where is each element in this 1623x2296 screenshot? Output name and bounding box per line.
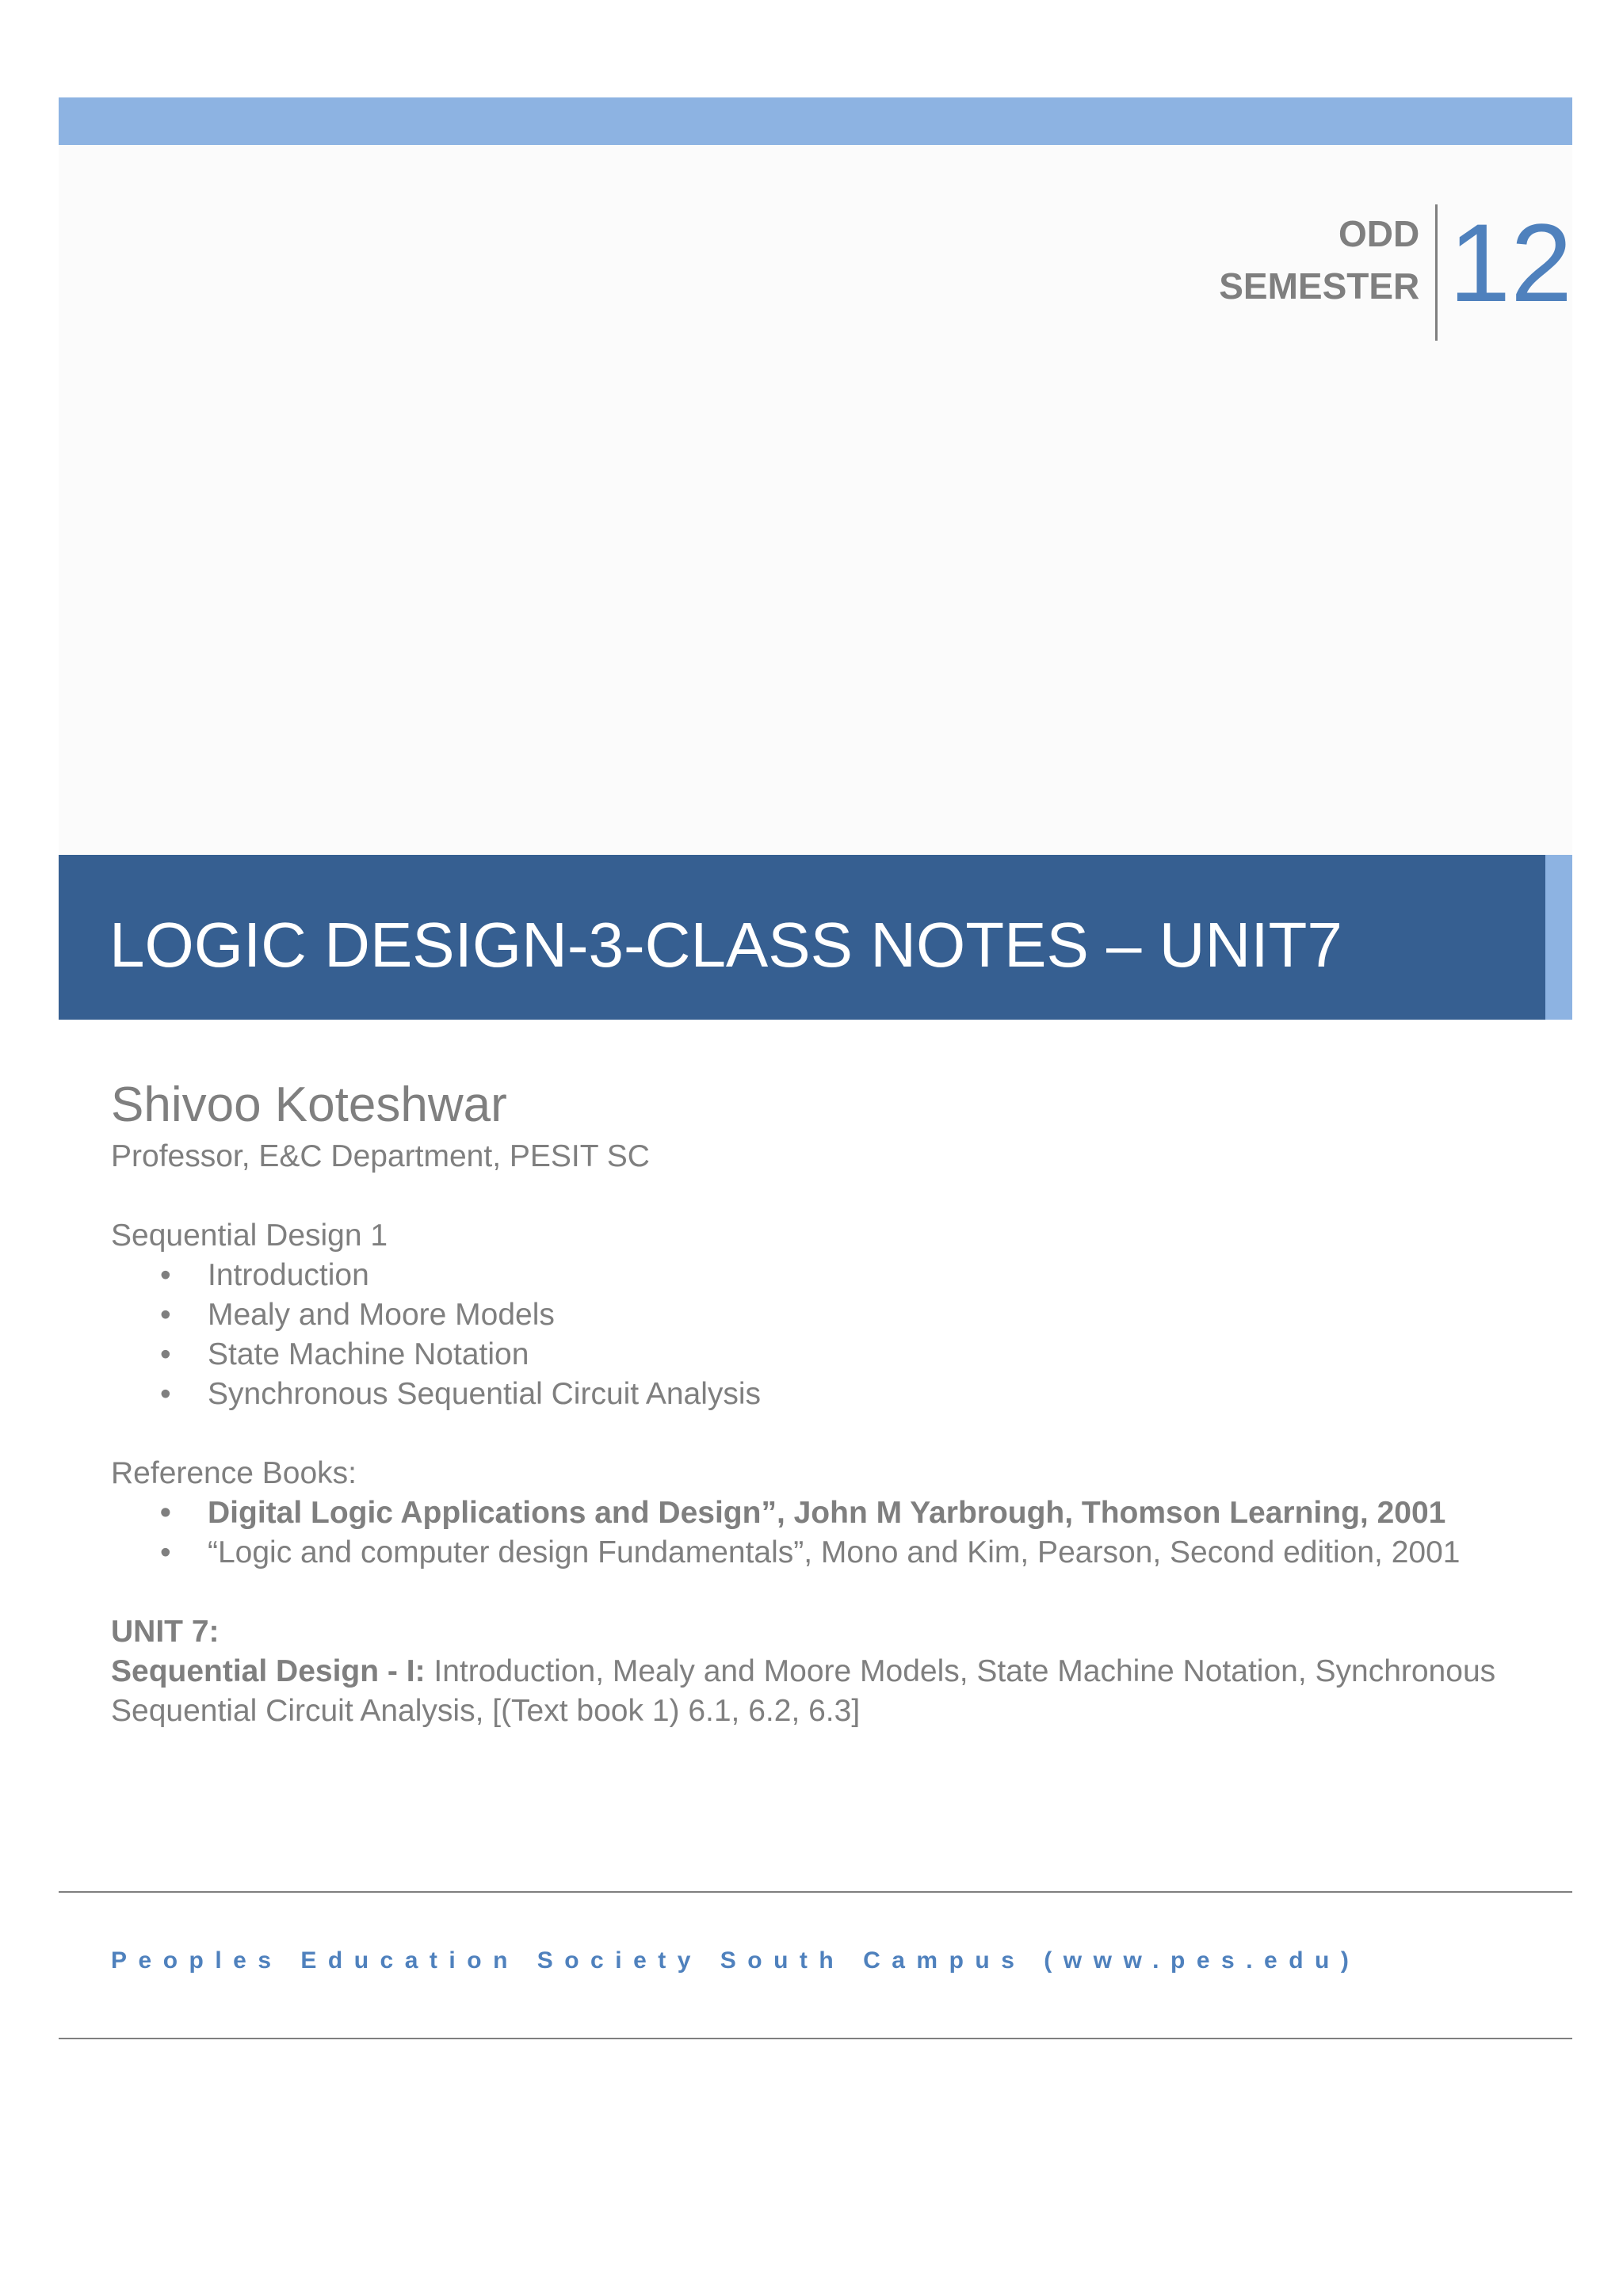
list-item <box>111 1533 1522 1573</box>
list-item-text: Mealy and Moore Models <box>208 1298 555 1332</box>
unit-heading: UNIT 7: <box>111 1615 220 1649</box>
semester-line-2: SEMESTER <box>1219 265 1420 307</box>
author-name: Shivoo Koteshwar <box>111 1077 507 1132</box>
reference-books-heading: Reference Books: <box>111 1456 357 1490</box>
list-item-text: Introduction <box>208 1258 369 1292</box>
spacer <box>111 1573 1522 1612</box>
bullet-icon: • <box>160 1535 171 1569</box>
spacer <box>111 1414 1522 1454</box>
author-position: Professor, E&C Department, PESIT SC <box>111 1139 650 1173</box>
bullet-icon: • <box>160 1298 171 1332</box>
sequential-design-list <box>111 1256 1522 1414</box>
sequential-design-heading: Sequential Design 1 <box>111 1219 388 1253</box>
bullet-icon: • <box>160 1337 171 1371</box>
document-title: LOGIC DESIGN-3-CLASS NOTES – UNIT7 <box>109 910 1342 980</box>
year-number: 12 <box>1449 200 1572 325</box>
semester-label <box>1219 204 1435 312</box>
list-item-text: Digital Logic Applications and Design”, John M Yarbrough, Thomson Learning, 2001 <box>208 1496 1446 1530</box>
main-content <box>111 1074 1522 1731</box>
list-item <box>111 1256 1522 1295</box>
footer-text: Peoples Education Society South Campus (www.pes.edu) <box>111 1947 1361 1974</box>
unit-label: Sequential Design - I: <box>111 1654 426 1688</box>
list-item-text: Synchronous Sequential Circuit Analysis <box>208 1377 762 1411</box>
bullet-icon: • <box>160 1377 171 1411</box>
bullet-icon: • <box>160 1496 171 1530</box>
semester-line-1: ODD <box>1338 213 1420 254</box>
top-color-band <box>59 97 1572 145</box>
title-band-accent <box>1545 855 1572 1020</box>
bullet-icon: • <box>160 1258 171 1292</box>
footer-top-rule <box>59 1891 1572 1893</box>
list-item <box>111 1493 1522 1533</box>
unit-description-paragraph <box>111 1652 1522 1731</box>
footer-bottom-rule <box>59 2038 1572 2039</box>
list-item <box>111 1335 1522 1375</box>
semester-block <box>1219 200 1572 341</box>
list-item <box>111 1295 1522 1335</box>
list-item <box>111 1375 1522 1414</box>
unit-description: Introduction, Mealy and Moore Models, State Machine Notation, Synchronous Sequential Circuit Analysis, [(Text book 1) 6.1, 6.2, 6.3] <box>111 1654 1496 1728</box>
list-item-text: State Machine Notation <box>208 1337 529 1371</box>
reference-books-list <box>111 1493 1522 1573</box>
list-item-text: “Logic and computer design Fundamentals”, Mono and Kim, Pearson, Second edition, 2001 <box>208 1535 1461 1569</box>
